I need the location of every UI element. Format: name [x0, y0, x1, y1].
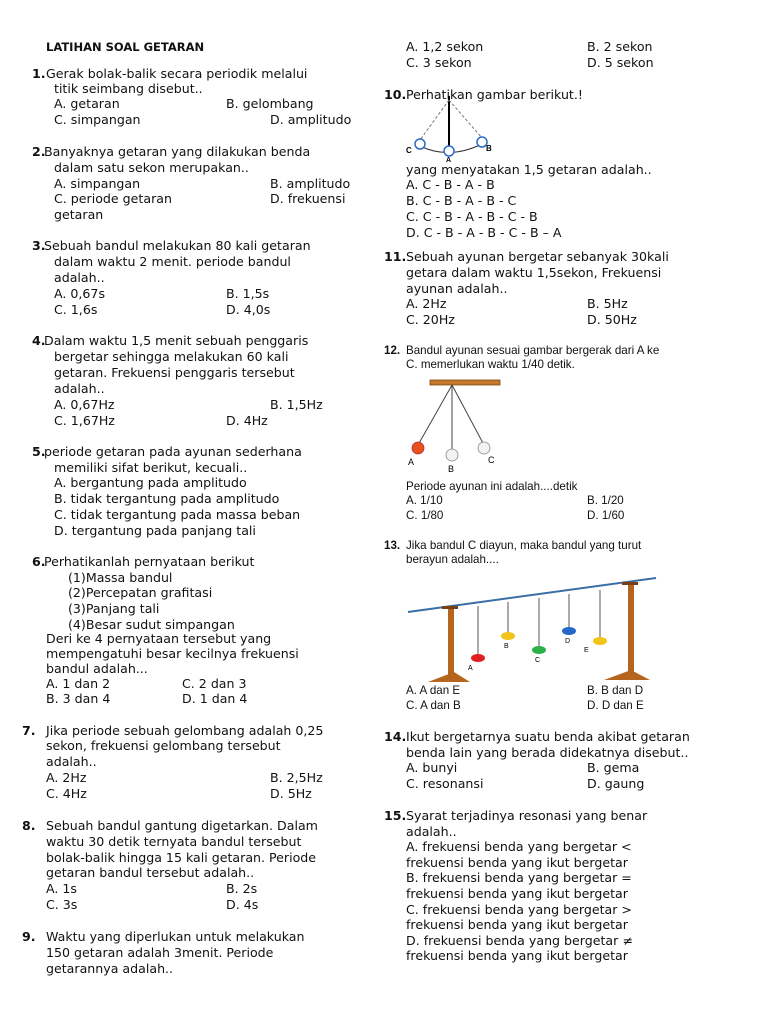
option: C. 3s: [46, 897, 78, 912]
option: C. simpangan: [54, 112, 141, 127]
option: A. 1/10: [406, 494, 443, 507]
question-text: dalam waktu 2 menit. periode bandul: [54, 254, 291, 269]
option: D. tergantung pada panjang tali: [54, 523, 256, 538]
question-text: Banyaknya getaran yang dilakukan benda: [44, 144, 311, 159]
option: B. C - B - A - B - C: [406, 193, 517, 208]
question-text: Deri ke 4 pernyataan tersebut yang: [46, 631, 272, 646]
question-text: Syarat terjadinya resonasi yang benar: [406, 808, 648, 823]
option: D. 5Hz: [270, 786, 312, 801]
option: B. 2 sekon: [587, 39, 653, 54]
list-item: (1)Massa bandul: [68, 570, 173, 585]
question-text: adalah..: [54, 381, 105, 396]
option: B. 1/20: [587, 494, 624, 507]
figure-label: B: [504, 643, 509, 650]
question-text: getara dalam waktu 1,5sekon, Frekuensi: [406, 265, 662, 280]
question-number: 9.: [22, 929, 36, 944]
option: C. resonansi: [406, 776, 484, 791]
question-text: Perhatikanlah pernyataan berikut: [44, 554, 255, 569]
option: C. 1,67Hz: [54, 413, 115, 428]
option: C. tidak tergantung pada massa beban: [54, 507, 301, 522]
option: D. 1/60: [587, 509, 625, 522]
option: D. D dan E: [587, 699, 644, 712]
question-number: 13.: [384, 539, 401, 552]
question-text: ayunan adalah..: [406, 281, 508, 296]
question-text: waktu 30 detik ternyata bandul tersebut: [46, 834, 302, 849]
figure-label: A: [408, 457, 415, 467]
list-item: (3)Panjang tali: [68, 601, 160, 616]
option: A. A dan E: [406, 684, 461, 697]
question-text: Jika periode sebuah gelombang adalah 0,25: [46, 723, 324, 738]
option: A. 0,67s: [54, 286, 106, 301]
question-number: 12.: [384, 344, 401, 357]
question-text: Sebuah ayunan bergetar sebanyak 30kali: [406, 249, 669, 264]
option: B. amplitudo: [270, 176, 351, 191]
option: B. 2s: [226, 881, 258, 896]
option: B. tidak tergantung pada amplitudo: [54, 491, 280, 506]
question-number: 10.: [384, 87, 407, 102]
option: C. frekuensi benda yang bergetar >: [406, 902, 632, 917]
option: B. 3 dan 4: [46, 691, 111, 706]
question-number: 7.: [22, 723, 36, 738]
option: A. C - B - A - B: [406, 177, 495, 192]
pendulum-figure: [404, 380, 514, 472]
question-text: Periode ayunan ini adalah....detik: [406, 480, 578, 493]
figure-label: A: [468, 665, 473, 672]
list-item: (4)Besar sudut simpangan: [68, 617, 235, 632]
option: B. gelombang: [226, 96, 314, 111]
option: D. 5 sekon: [587, 55, 654, 70]
question-text: 150 getaran adalah 3menit. Periode: [46, 945, 274, 960]
option: B. 2,5Hz: [270, 770, 323, 785]
option: D. 50Hz: [587, 312, 637, 327]
question-text: Sebuah bandul gantung digetarkan. Dalam: [46, 818, 318, 833]
option: B. 1,5s: [226, 286, 270, 301]
option: C. C - B - A - B - C - B: [406, 209, 538, 224]
question-text: titik seimbang disebut..: [54, 81, 203, 96]
option: B. 1,5Hz: [270, 397, 323, 412]
option: frekuensi benda yang ikut bergetar: [406, 855, 628, 870]
option: C. 3 sekon: [406, 55, 472, 70]
question-number: 14.: [384, 729, 407, 744]
question-text: Ikut bergetarnya suatu benda akibat getaran: [406, 729, 690, 744]
option: B. gema: [587, 760, 640, 775]
option: frekuensi benda yang ikut bergetar: [406, 948, 628, 963]
question-text: getarannya adalah..: [46, 961, 174, 976]
option: D. 4Hz: [226, 413, 268, 428]
question-number: 15.: [384, 808, 407, 823]
option: B. B dan D: [587, 684, 644, 697]
question-text: adalah..: [54, 270, 105, 285]
question-text: Sebuah bandul melakukan 80 kali getaran: [44, 238, 311, 253]
question-number: 3.: [32, 238, 46, 253]
page-title: LATIHAN SOAL GETARAN: [46, 40, 205, 54]
figure-label: C: [535, 657, 541, 664]
figure-label: B: [448, 464, 455, 474]
question-text: getaran bandul tersebut adalah..: [46, 865, 255, 880]
option: B. 5Hz: [587, 296, 628, 311]
option: A. bunyi: [406, 760, 458, 775]
question-text: Waktu yang diperlukan untuk melakukan: [46, 929, 305, 944]
question-text: sekon, frekuensi gelombang tersebut: [46, 738, 281, 753]
question-text: bergetar sehingga melakukan 60 kali: [54, 349, 289, 364]
option: frekuensi benda yang ikut bergetar: [406, 917, 628, 932]
question-text: periode getaran pada ayunan sederhana: [44, 444, 302, 459]
question-text: Gerak bolak-balik secara periodik melalui: [46, 66, 308, 81]
option: C. 4Hz: [46, 786, 87, 801]
figure-label: C: [406, 146, 412, 155]
option: A. 0,67Hz: [54, 397, 115, 412]
option: D. amplitudo: [270, 112, 352, 127]
question-text: adalah..: [46, 754, 97, 769]
option: D. frekuensi benda yang bergetar ≠: [406, 933, 633, 948]
option: D. C - B - A - B - C - B – A: [406, 225, 562, 240]
option: C. 1/80: [406, 509, 444, 522]
option: C. A dan B: [406, 699, 461, 712]
question-text: mempengatuhi besar kecilnya frekuensi: [46, 646, 299, 661]
question-number: 8.: [22, 818, 36, 833]
question-number: 4.: [32, 333, 46, 348]
option: A. 1 dan 2: [46, 676, 111, 691]
option: C. 20Hz: [406, 312, 455, 327]
question-text: Dalam waktu 1,5 menit sebuah penggaris: [44, 333, 309, 348]
option: A. 1s: [46, 881, 77, 896]
option: A. 2Hz: [406, 296, 447, 311]
question-text: Bandul ayunan sesuai gambar bergerak dari A ke: [406, 344, 660, 357]
question-text: Jika bandul C diayun, maka bandul yang turut: [406, 539, 642, 552]
question-text: benda lain yang berada didekatnya disebut..: [406, 745, 689, 760]
question-text: getaran. Frekuensi penggaris tersebut: [54, 365, 295, 380]
option: D. 4s: [226, 897, 259, 912]
option: frekuensi benda yang ikut bergetar: [406, 886, 628, 901]
option: C. 1,6s: [54, 302, 98, 317]
pendulum-figure: [404, 96, 504, 164]
question-text: yang menyatakan 1,5 getaran adalah..: [406, 162, 652, 177]
option: A. frekuensi benda yang bergetar <: [406, 839, 632, 854]
question-number: 5.: [32, 444, 46, 459]
figure-label: B: [486, 144, 492, 153]
question-text: bolak-balik hingga 15 kali getaran. Periode: [46, 850, 317, 865]
coupled-pendulum-figure: [408, 574, 658, 684]
question-number: 11.: [384, 249, 407, 264]
question-number: 2.: [32, 144, 46, 159]
question-text: adalah..: [406, 824, 457, 839]
question-number: 6.: [32, 554, 46, 569]
option: A. simpangan: [54, 176, 141, 191]
option: D. 1 dan 4: [182, 691, 248, 706]
option: D. 4,0s: [226, 302, 271, 317]
figure-label: C: [488, 455, 495, 465]
option: A. getaran: [54, 96, 120, 111]
figure-label: D: [565, 638, 571, 645]
question-text: dalam satu sekon merupakan..: [54, 160, 249, 175]
figure-label: A: [446, 157, 452, 164]
question-number: 1.: [32, 66, 46, 81]
figure-label: E: [584, 647, 589, 654]
option: getaran: [54, 207, 104, 222]
question-text: bandul adalah...: [46, 661, 148, 676]
question-text: berayun adalah....: [406, 553, 499, 566]
option: A. 2Hz: [46, 770, 87, 785]
option: A. bergantung pada amplitudo: [54, 475, 247, 490]
question-text: Perhatikan gambar berikut.!: [406, 87, 583, 102]
option: D. frekuensi: [270, 191, 346, 206]
option: C. 2 dan 3: [182, 676, 247, 691]
option: C. periode getaran: [54, 191, 172, 206]
question-text: memiliki sifat berikut, kecuali..: [54, 460, 248, 475]
option: D. gaung: [587, 776, 645, 791]
list-item: (2)Percepatan grafitasi: [68, 585, 213, 600]
option: A. 1,2 sekon: [406, 39, 484, 54]
question-text: C. memerlukan waktu 1/40 detik.: [406, 358, 575, 371]
option: B. frekuensi benda yang bergetar =: [406, 870, 632, 885]
